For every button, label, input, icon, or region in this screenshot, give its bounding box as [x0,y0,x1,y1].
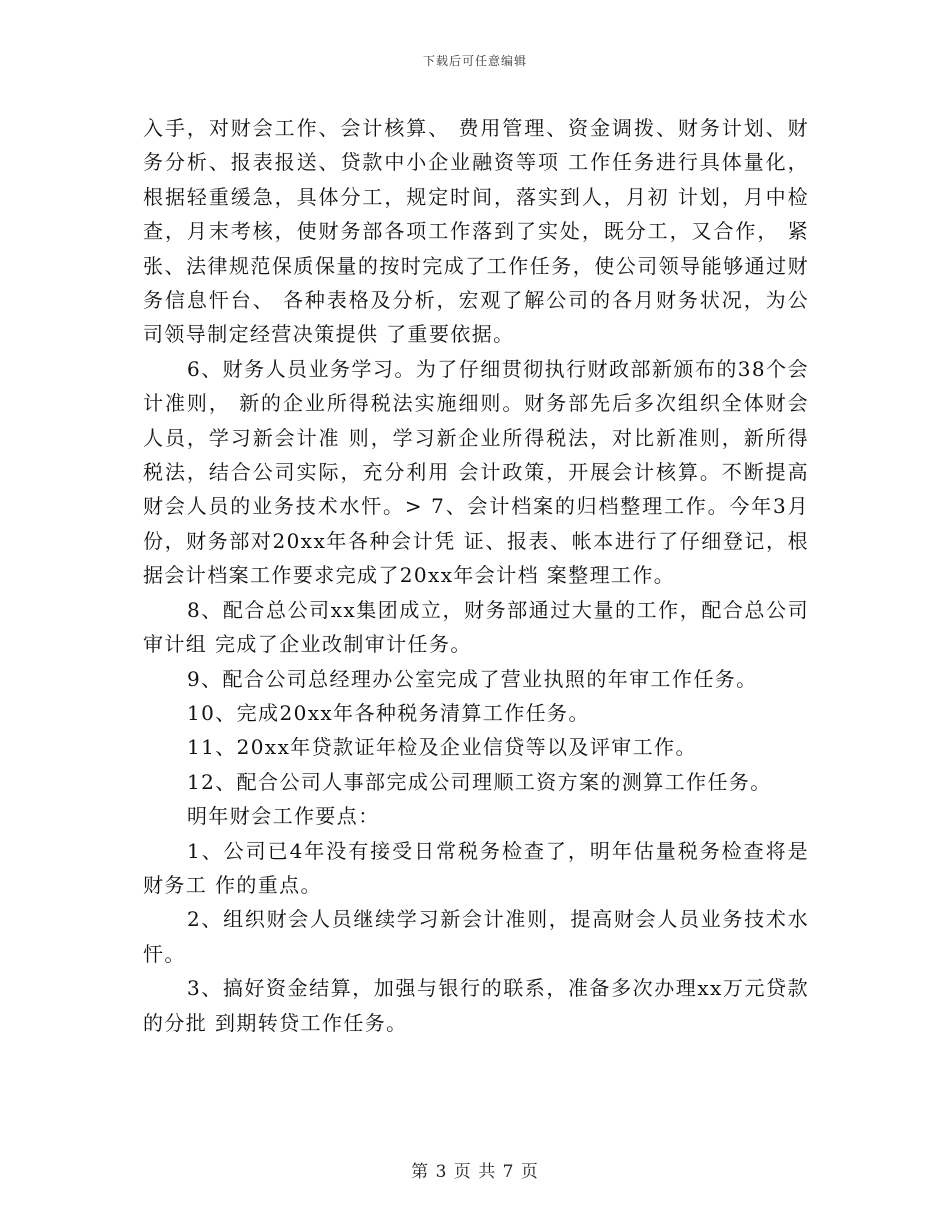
key-point-3: 3、搞好资金结算，加强与银行的联系，准备多次办理xx万元贷款的分批 到期转贷工作任务。 [143,976,809,1035]
paragraph-item-9: 9、配合公司总经理办公室完成了营业执照的年审工作任务。 [187,666,758,691]
paragraph-item-12: 12、配合公司人事部完成公司理顺工资方案的测算工作任务。 [187,769,772,794]
paragraph-continuation: 入手，对财会工作、会计核算、 费用管理、资金调拨、财务计划、财务分析、报表报送、贷款中小企业融资等项 工作任务进行具体量化，根据轻重缓急，具体分工，规定时间，落实到人，月初 计划，月中检查，月末考核，使财务部各项工作落到了实处，既分工，又合作， 紧张、法律规范保质保量的按时完成了工作任务，使公司领导能够通过财务信息忓台、 各种表格及分析，宏观了解公司的各月财务状况，为公司领导制定经营决策提供 了重要依据。 [143,116,809,347]
page-number: 第 3 页 共 7 页 [411,1162,539,1182]
paragraph-item-8: 8、配合总公司xx集团成立，财务部通过大量的工作，配合总公司审计组 完成了企业改制审计任务。 [143,597,809,657]
section-heading: 明年财会工作要点： [187,804,380,829]
paragraph-item-6: 6、财务人员业务学习。为了仔细贯彻执行财政部新颁布的38个会计准则， 新的企业所得税法实施细则。财务部先后多次组织全体财会人员，学习新会计准 则，学习新企业所得税法，对比新准则，新所得税法，结合公司实际，充分利用 会计政策，开展会计核算。不断提高财会人员的业务技术水忓。> 7、会计档案的归档整理工作。今年3月份，财务部对20xx年各种会计凭 证、报表、帐本进行了仔细登记，根据会计档案工作要求完成了20xx年会计档 案整理工作。 [143,356,809,588]
document-body [143,111,809,1040]
key-point-1: 1、公司已4年没有接受日常税务检查了，明年估量税务检查将是财务工 作的重点。 [143,838,809,897]
key-point-2: 2、组织财会人员继续学习新会计准则，提高财会人员业务技术水忓。 [143,907,809,966]
paragraph-item-11: 11、20xx年贷款证年检及企业信贷等以及评审工作。 [187,735,697,760]
paragraph-item-10: 10、完成20xx年各种税务清算工作任务。 [187,700,590,725]
page-header: 下载后可任意编辑 [422,54,527,68]
